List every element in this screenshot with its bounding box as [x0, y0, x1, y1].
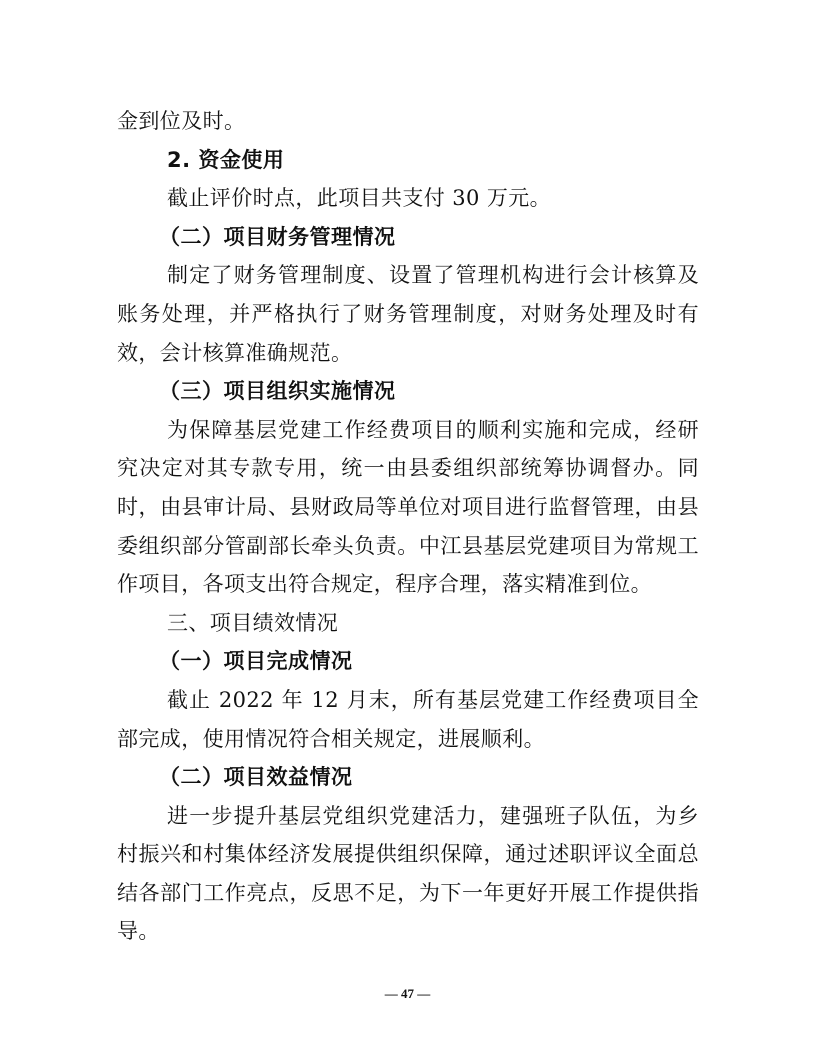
- paragraph-benefits: 进一步提升基层党组织党建活力，建强班子队伍，为乡村振兴和村集体经济发展提供组织保障，通过述职评议全面总结各部门工作亮点，反思不足，为下一年更好开展工作提供指导。: [117, 803, 699, 944]
- page-number: — 47 —: [384, 986, 431, 1001]
- paragraph-organization-implementation: 为保障基层党建工作经费项目的顺利实施和完成，经研究决定对其专款专用，统一由县委组织部统筹协调督办。同时，由县审计局、县财政局等单位对项目进行监督管理，由县委组织部分管副部长牵头负责。中江县基层党建项目为常规工作项目，各项支出符合规定，程序合理，落实精准到位。: [117, 417, 699, 597]
- heading-financial-management: （二）项目财务管理情况: [159, 224, 396, 249]
- heading-fund-usage: 2. 资金使用: [167, 147, 285, 172]
- paragraph-fund-usage: 截止评价时点，此项目共支付 30 万元。: [167, 186, 552, 211]
- paragraph-financial-management: 制定了财务管理制度、设置了管理机构进行会计核算及账务处理，并严格执行了财务管理制度，对财务处理及时有效，会计核算准确规范。: [117, 263, 699, 365]
- paragraph-funds-in-place: 金到位及时。: [117, 109, 246, 133]
- document-body: [117, 102, 699, 951]
- heading-benefits: （二）项目效益情况: [159, 765, 353, 790]
- heading-organization-implementation: （三）项目组织实施情况: [159, 379, 396, 404]
- heading-performance: 三、项目绩效情况: [167, 610, 339, 635]
- paragraph-completion: 截止 2022 年 12 月末，所有基层党建工作经费项目全部完成，使用情况符合相关规定，进展顺利。: [117, 687, 699, 751]
- heading-completion: （一）项目完成情况: [159, 649, 353, 674]
